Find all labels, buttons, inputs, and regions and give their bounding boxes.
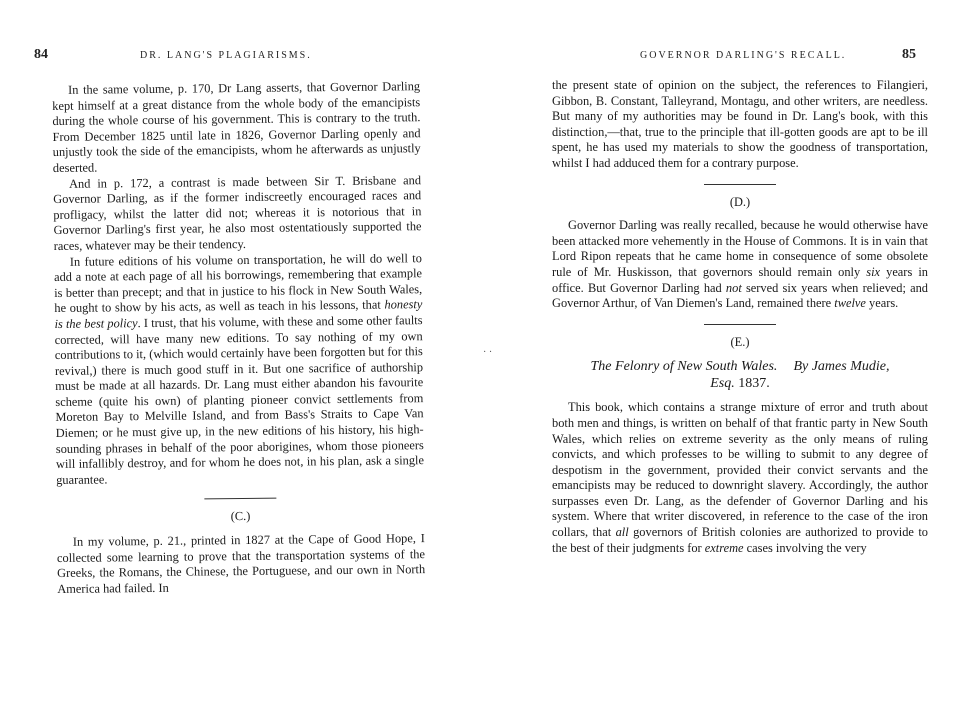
section-divider: [704, 324, 776, 325]
left-paragraph-3: In future editions of his volume on transportation, he will do well to add a note at each page of all his borrowings, remembering that example is better than precept; and that in justice to his flock in New South Wales, he ought to show by his acts, as well as teach in his lessons, that honesty is the best policy. I trust, that his volume, with these and some other faults corrected, will have many new editions. To say nothing of my own contributions to it, (which would certainly have been forgotten but for this revival,) there is much good stuff in it. But one sacrifice of authorship must be made at all hazards. Dr. Lang must either abandon his favourite scheme (quite his own) of planting pioneer convict settlements from Moreton Bay to Melville Island, and from Bass's Straits to Cape Van Diemen; or he must give up, in the new editions of his history, his high-sounding phrases in behalf of the poor aborigines, whom those pioneers will infallibly destroy, and for whom he does not, in his plan, ask a single guarantee.: [53, 250, 425, 487]
section-d-paragraph: Governor Darling was really recalled, because he would otherwise have been attacked more vehemently in the House of Commons. It is in vain that Lord Ripon repeats that he came home in consequence of some obsolete rule of Mr. Huskisson, that governors should remain only six years in office. But Governor Darling had not served six years when relieved; and Governor Arthur, of Van Diemen's Land, remained there twelve years.: [552, 218, 929, 311]
right-running-header: [640, 47, 940, 62]
gutter-mark: · ·: [483, 347, 493, 358]
left-page-number: 84: [34, 47, 48, 62]
author-suffix: Esq.: [710, 376, 735, 392]
section-divider: [704, 184, 776, 185]
section-e-title: [552, 358, 928, 392]
left-running-head: DR. LANG'S PLAGIARISMS.: [140, 50, 312, 61]
right-running-head: GOVERNOR DARLING'S RECALL.: [640, 50, 847, 61]
section-divider: [204, 498, 276, 500]
section-e-label: (E.): [730, 334, 750, 349]
section-c-label: (C.): [230, 509, 251, 524]
right-body-text: [552, 78, 928, 556]
book-year: 1837.: [738, 376, 770, 392]
left-body-text: [52, 79, 425, 597]
right-page: [490, 0, 980, 701]
section-e-paragraph: This book, which contains a strange mixture of error and truth about both men and things, is written on behalf of that frantic party in New South Wales, which relies on extreme severity as the only means of ruling convicts, and which professes to be willing to submit to any degree of despotism in the government, provided their convict servants and the emancipists may be reduced to downright slavery. Accordingly, the author surpasses even Dr. Lang, as the defender of Governor Darling and his system. Where that writer discovered, in reference to the case of the iron collars, that all governors of British colonies are authorized to provide to the best of their judgments for extreme cases involving the very: [552, 400, 928, 555]
right-page-number: 85: [902, 47, 916, 62]
book-title: The Felonry of New South Wales.: [590, 359, 778, 375]
section-d-label: (D.): [729, 194, 751, 209]
left-paragraph-1: In the same volume, p. 170, Dr Lang asserts, that Governor Darling kept himself at a great distance from the whole body of the emancipists during the whole course of his government. This is contrary to the truth. From December 1825 until late in 1826, Governor Darling openly and unjustly took the side of the emancipists, whom he afterwards as unjustly deserted.: [52, 79, 421, 175]
right-continuation-paragraph: the present state of opinion on the subject, the references to Filangieri, Gibbon, B. Constant, Talleyrand, Montagu, and other writers, are needless. But many of my authorities may be found in Dr. Lang's book, with this distinction,—that, true to the principle that ill-gotten goods are apt to be ill spent, he has used my materials to show the goodness of transportation, whilst I had adduced them for a contrary purpose.: [552, 78, 928, 170]
book-author: By James Mudie,: [793, 359, 890, 375]
section-c-paragraph: In my volume, p. 21., printed in 1827 at the Cape of Good Hope, I collected some learning to prove that the transportation systems of the Greeks, the Romans, the Chinese, the Portuguese, and our own in North America had failed. In: [56, 531, 426, 596]
left-paragraph-2: And in p. 172, a contrast is made between Sir T. Brisbane and Governor Darling, as if the former indiscreetly encouraged races and profligacy, whilst the latter did not; whereas it is notorious that in Governor Darling's first year, he also most ostentatiously supported the races, whatever may be their tendency.: [53, 172, 422, 253]
